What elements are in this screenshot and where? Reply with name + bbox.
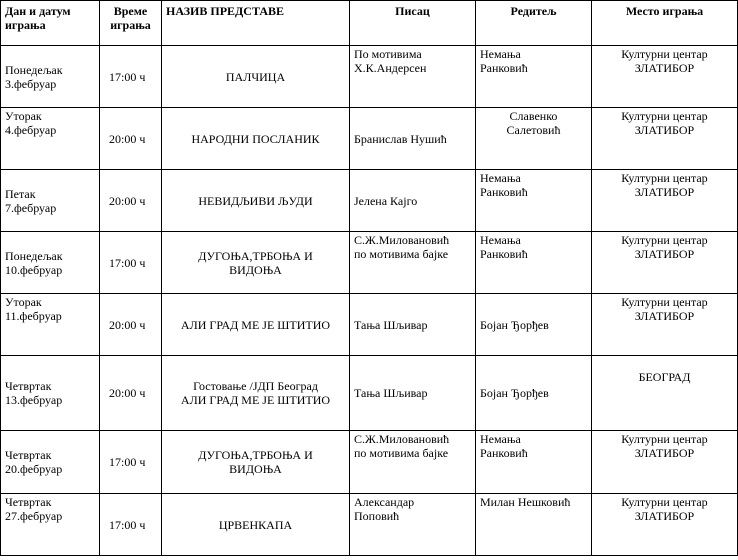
header-director: Редитељ: [476, 1, 592, 46]
cell-writer: [350, 170, 476, 232]
cell-time: 20:00 ч: [100, 356, 162, 431]
cell-venue: [592, 170, 738, 232]
writer-line: По мотивима: [354, 47, 422, 61]
cell-venue: [592, 232, 738, 294]
cell-director: [476, 232, 592, 294]
cell-writer: [350, 46, 476, 108]
table-row: [1, 232, 738, 294]
cell-director: [476, 356, 592, 431]
date: 13.фебруар: [5, 393, 63, 407]
cell-title: [162, 494, 350, 556]
title-line: АЛИ ГРАД МЕ ЈЕ ШТИТИО: [180, 317, 331, 332]
cell-day-date: [1, 494, 100, 556]
table-row: [1, 108, 738, 170]
title-line: АЛИ ГРАД МЕ ЈЕ ШТИТИО: [180, 393, 331, 407]
cell-day-date: [1, 46, 100, 108]
cell-venue: [592, 294, 738, 356]
writer-line: Тања Шљивар: [354, 317, 428, 332]
table-row: [1, 356, 738, 431]
director-line: Немања: [480, 233, 521, 247]
date: 3.фебруар: [5, 76, 57, 91]
cell-day-date: [1, 108, 100, 170]
director-line: Милан Нешковић: [480, 495, 571, 509]
director-line: Ранковић: [480, 61, 528, 75]
cell-venue: [592, 494, 738, 556]
day-name: Понедељак: [5, 62, 63, 77]
director-line: Ранковић: [480, 185, 528, 199]
cell-writer: [350, 232, 476, 294]
header-day-date: [1, 1, 100, 46]
cell-title: [162, 356, 350, 431]
writer-line: Александар: [354, 495, 415, 509]
director-line: Немања: [480, 47, 521, 61]
date: 11.фебруар: [5, 309, 62, 323]
cell-venue: [592, 46, 738, 108]
table-row: [1, 170, 738, 232]
venue-line: Културни центар: [621, 171, 708, 185]
writer-line: Бранислав Нушић: [354, 131, 447, 146]
director-line: Бојан Ђорђев: [480, 386, 549, 400]
cell-director: [476, 46, 592, 108]
director-line: Ранковић: [480, 446, 528, 460]
day-name: Уторак: [5, 109, 42, 123]
cell-title: [162, 170, 350, 232]
table-row: [1, 46, 738, 108]
cell-writer: [350, 294, 476, 356]
title-line: ЦРВЕНКАПА: [218, 517, 293, 532]
cell-title: [162, 431, 350, 494]
header-writer: Писац: [350, 1, 476, 46]
venue-line: Културни центар: [621, 109, 708, 123]
cell-day-date: [1, 431, 100, 494]
writer-line: Х.К.Андерсен: [354, 61, 427, 75]
title-line: ДУГОЊА,ТРБОЊА И: [198, 248, 313, 263]
cell-writer: [350, 108, 476, 170]
cell-title: [162, 232, 350, 294]
cell-time: 17:00 ч: [100, 46, 162, 108]
director-line: Ранковић: [480, 247, 528, 261]
writer-line: по мотивима бајке: [354, 247, 449, 261]
header-time-line-1: Време: [113, 4, 148, 18]
cell-day-date: [1, 356, 100, 431]
title-line: ДУГОЊА,ТРБОЊА И: [198, 448, 313, 462]
writer-line: С.Ж.Миловановић: [354, 432, 450, 446]
day-name: Петак: [5, 186, 36, 201]
director-line: Салетовић: [506, 123, 561, 137]
cell-director: [476, 108, 592, 170]
date: 27.фебруар: [5, 509, 63, 523]
venue-line: Културни центар: [621, 47, 708, 61]
cell-writer: [350, 431, 476, 494]
title-line: ВИДОЊА: [229, 462, 282, 476]
venue-line: БЕОГРАД: [638, 370, 691, 384]
header-venue: Место играња: [592, 1, 738, 46]
cell-time: 17:00 ч: [100, 431, 162, 494]
day-name: Уторак: [5, 295, 42, 309]
writer-line: по мотивима бајке: [354, 446, 449, 460]
header-time-line-2: играња: [110, 18, 151, 32]
venue-line: Културни центар: [621, 233, 708, 247]
title-line: ПАЛЧИЦА: [225, 69, 286, 84]
cell-day-date: [1, 232, 100, 294]
day-name: Понедељак: [5, 248, 63, 263]
writer-line: Тања Шљивар: [354, 386, 428, 400]
cell-venue: [592, 431, 738, 494]
cell-time: 20:00 ч: [100, 170, 162, 232]
venue-line: ЗЛАТИБОР: [634, 509, 695, 523]
cell-director: [476, 170, 592, 232]
date: 7.фебруар: [5, 200, 57, 215]
header-title: НАЗИВ ПРЕДСТАВЕ: [162, 1, 350, 46]
venue-line: ЗЛАТИБОР: [634, 185, 695, 199]
venue-line: ЗЛАТИБОР: [634, 61, 695, 75]
venue-line: Културни центар: [621, 495, 708, 509]
cell-day-date: [1, 170, 100, 232]
table-row: [1, 294, 738, 356]
date: 10.фебруар: [5, 262, 63, 277]
day-name: Четвртак: [5, 495, 52, 509]
venue-line: ЗЛАТИБОР: [634, 247, 695, 261]
table-row: [1, 431, 738, 494]
cell-time: 17:00 ч: [100, 494, 162, 556]
title-line: НЕВИДЉИВИ ЉУДИ: [198, 193, 313, 208]
header-day-date-line-1: Дан и датум: [5, 4, 71, 18]
day-name: Четвртак: [5, 448, 52, 462]
venue-line: Културни центар: [621, 432, 708, 446]
cell-title: [162, 46, 350, 108]
cell-director: [476, 494, 592, 556]
date: 4.фебруар: [5, 123, 57, 137]
cell-time: 20:00 ч: [100, 108, 162, 170]
writer-line: С.Ж.Миловановић: [354, 233, 450, 247]
day-name: Четвртак: [5, 379, 52, 393]
director-line: Славенко: [509, 109, 558, 123]
venue-line: ЗЛАТИБОР: [634, 123, 695, 137]
table-row: [1, 494, 738, 556]
cell-title: [162, 108, 350, 170]
cell-day-date: [1, 294, 100, 356]
schedule-body: [1, 46, 738, 556]
writer-line: Поповић: [354, 509, 400, 523]
cell-venue: [592, 356, 738, 431]
director-line: Немања: [480, 432, 521, 446]
header-time: [100, 1, 162, 46]
cell-director: [476, 294, 592, 356]
cell-title: [162, 294, 350, 356]
director-line: Бојан Ђорђев: [480, 317, 549, 332]
title-line: ВИДОЊА: [229, 262, 282, 277]
cell-director: [476, 431, 592, 494]
cell-venue: [592, 108, 738, 170]
title-line: НАРОДНИ ПОСЛАНИК: [191, 131, 320, 146]
header-day-date-line-2: играња: [5, 18, 46, 32]
date: 20.фебруар: [5, 462, 63, 476]
cell-time: 20:00 ч: [100, 294, 162, 356]
title-line: Гостовање /ЈДП Београд: [193, 379, 318, 393]
director-line: Немања: [480, 171, 521, 185]
venue-line: Културни центар: [621, 295, 708, 309]
cell-writer: [350, 494, 476, 556]
venue-line: ЗЛАТИБОР: [634, 309, 695, 323]
cell-writer: [350, 356, 476, 431]
writer-line: Јелена Кајго: [354, 193, 418, 208]
venue-line: ЗЛАТИБОР: [634, 446, 695, 460]
header-row: [1, 1, 738, 46]
cell-time: 17:00 ч: [100, 232, 162, 294]
